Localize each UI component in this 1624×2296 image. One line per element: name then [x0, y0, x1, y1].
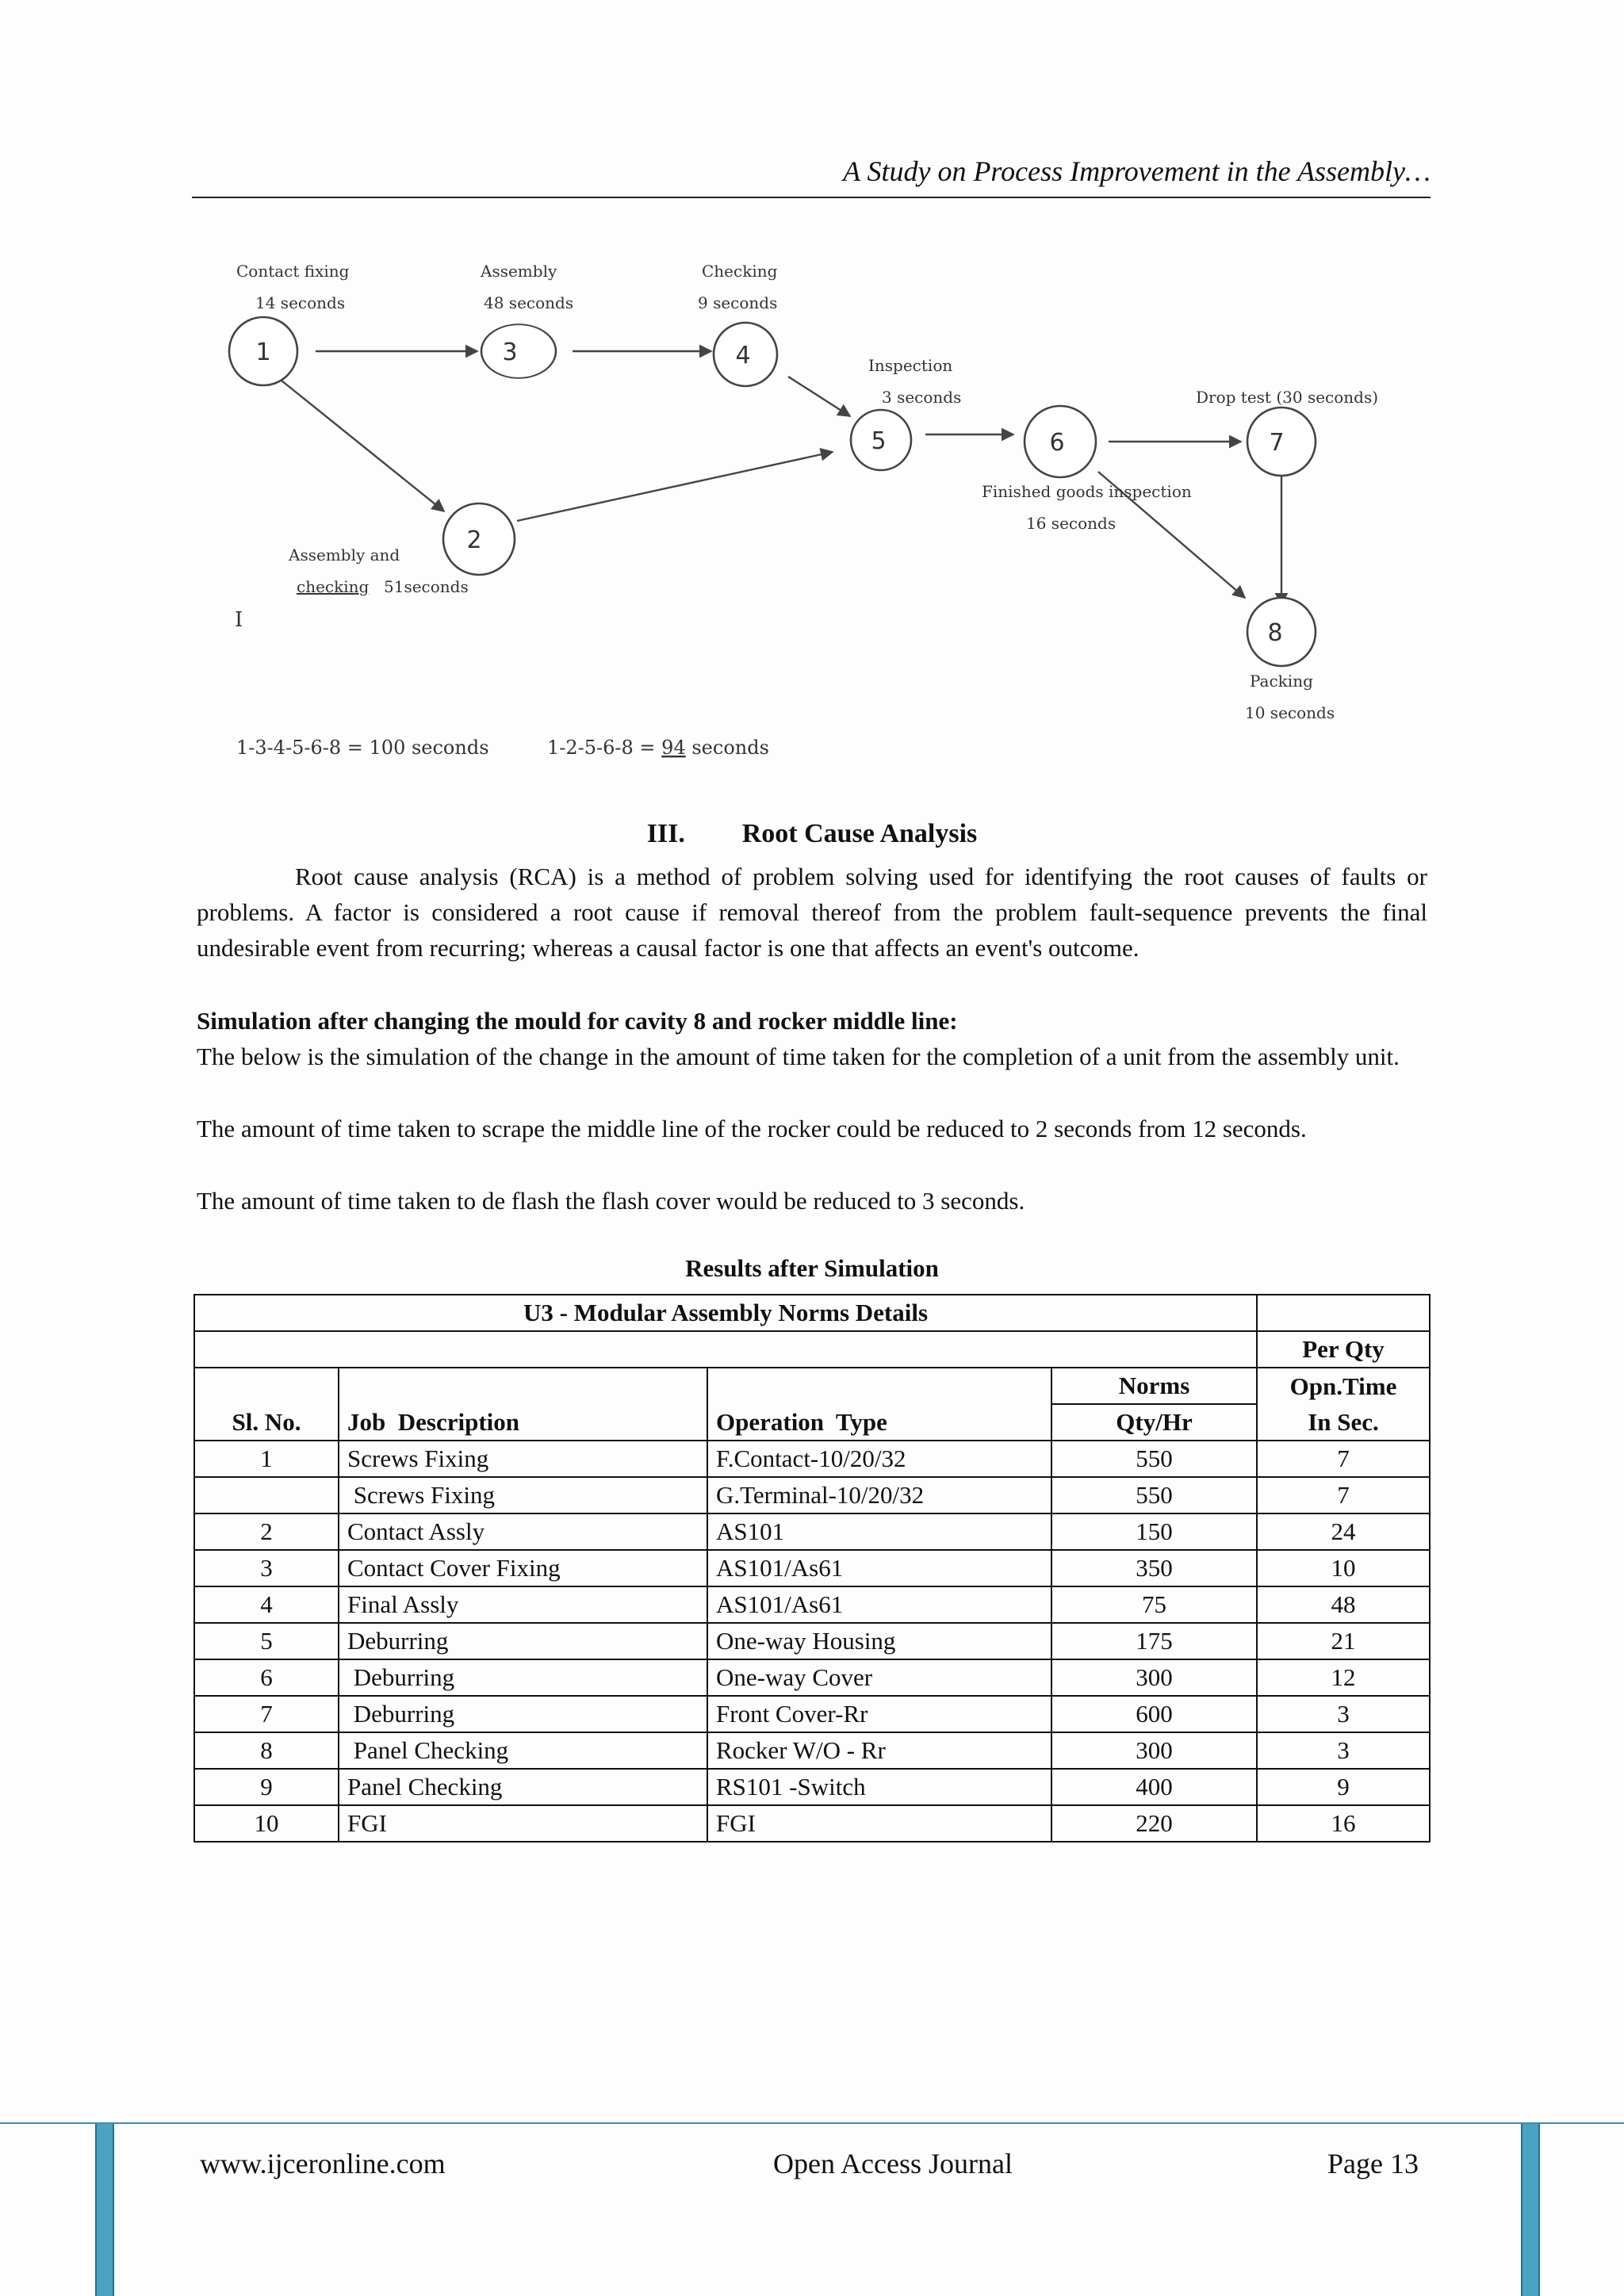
cell-sl-no: 4: [194, 1586, 339, 1623]
cell-sl-no: 3: [194, 1550, 339, 1586]
cell-in-sec: 9: [1257, 1769, 1430, 1805]
cell-in-sec: 24: [1257, 1513, 1430, 1550]
cell-job-description: Final Assly: [339, 1586, 707, 1623]
simulation-paragraph-2: The amount of time taken to scrape the middle line of the rocker could be reduced to 2 seconds from 12 seconds.: [197, 1115, 1307, 1142]
label-drop-test: Drop test (30 seconds): [1196, 388, 1379, 407]
cell-job-description: Deburring: [339, 1659, 707, 1696]
label-assembly-time: 48 seconds: [484, 293, 574, 312]
cell-qty-hr: 600: [1051, 1696, 1257, 1732]
table-row: [194, 1477, 1430, 1513]
cell-job-description: Deburring: [339, 1696, 707, 1732]
simulation-paragraph-1: The below is the simulation of the change in the amount of time taken for the completion of a unit from the assembly unit.: [197, 1043, 1400, 1070]
cell-qty-hr: 300: [1051, 1659, 1257, 1696]
header-sl-no: Sl. No.: [194, 1404, 339, 1441]
svg-text:7: 7: [1269, 429, 1285, 457]
label-checking: Checking: [702, 262, 778, 281]
cell-sl-no: 7: [194, 1696, 339, 1732]
cell-qty-hr: 350: [1051, 1550, 1257, 1586]
label-assembly-and: Assembly and: [289, 545, 400, 564]
cell-operation-type: FGI: [707, 1805, 1051, 1842]
process-flow-diagram: [0, 0, 1624, 777]
cell-job-description: Contact Cover Fixing: [339, 1550, 707, 1586]
header-job-description: Job Description: [339, 1404, 707, 1441]
svg-text:8: 8: [1267, 619, 1283, 647]
cell-sl-no: 5: [194, 1623, 339, 1659]
cell-in-sec: 48: [1257, 1586, 1430, 1623]
svg-text:2: 2: [466, 526, 482, 554]
cell-qty-hr: 400: [1051, 1769, 1257, 1805]
cell-qty-hr: 550: [1051, 1441, 1257, 1477]
path-summary-1: 1-3-4-5-6-8 = 100 seconds: [236, 737, 489, 759]
header-blank: [194, 1331, 1257, 1368]
table-row: [194, 1805, 1430, 1842]
table-row: [194, 1441, 1430, 1477]
label-checking-word: checking: [297, 577, 370, 596]
label-inspection: Inspection: [868, 356, 953, 375]
cell-sl-no: 6: [194, 1659, 339, 1696]
table-row: [194, 1586, 1430, 1623]
cell-job-description: Contact Assly: [339, 1513, 707, 1550]
section-number: III.: [646, 819, 685, 848]
node-6: [1025, 406, 1096, 477]
cell-in-sec: 7: [1257, 1477, 1430, 1513]
cell-qty-hr: 300: [1051, 1732, 1257, 1769]
cell-operation-type: Front Cover-Rr: [707, 1696, 1051, 1732]
label-checking-time: 9 seconds: [698, 293, 778, 312]
cell-job-description: Screws Fixing: [339, 1477, 707, 1513]
cell-sl-no: 1: [194, 1441, 339, 1477]
header-norms: Norms: [1051, 1368, 1257, 1404]
cell-job-description: Panel Checking: [339, 1769, 707, 1805]
node-4: [714, 323, 777, 386]
cell-operation-type: One-way Housing: [707, 1623, 1051, 1659]
svg-text:6: 6: [1049, 429, 1065, 457]
label-contact-fixing: Contact fixing: [236, 262, 350, 281]
section-heading: [0, 819, 1624, 849]
table-title-blank: [1257, 1295, 1430, 1331]
cell-job-description: Screws Fixing: [339, 1441, 707, 1477]
table-row: [194, 1550, 1430, 1586]
header-opn-time: Opn.Time: [1257, 1368, 1430, 1404]
node-7: [1247, 408, 1316, 476]
cell-qty-hr: 550: [1051, 1477, 1257, 1513]
footer-page-number: Page 13: [1327, 2148, 1419, 2179]
header-qty-hr: Qty/Hr: [1051, 1404, 1257, 1441]
table-row: [194, 1696, 1430, 1732]
label-finished-goods: Finished goods inspection: [982, 482, 1192, 501]
svg-text:1: 1: [255, 339, 271, 366]
cell-job-description: FGI: [339, 1805, 707, 1842]
norms-table: [193, 1294, 1431, 1843]
cell-operation-type: Rocker W/O - Rr: [707, 1732, 1051, 1769]
node-2: [443, 503, 515, 575]
table-row: [194, 1513, 1430, 1550]
cell-qty-hr: 150: [1051, 1513, 1257, 1550]
table-caption: Results after Simulation: [685, 1254, 939, 1282]
label-packing: Packing: [1250, 672, 1313, 691]
cell-operation-type: One-way Cover: [707, 1659, 1051, 1696]
cell-in-sec: 3: [1257, 1696, 1430, 1732]
cell-sl-no: 9: [194, 1769, 339, 1805]
table-header-row-1: [194, 1331, 1430, 1368]
cell-qty-hr: 75: [1051, 1586, 1257, 1623]
table-header-row-3: [194, 1404, 1430, 1441]
node-3: [481, 324, 556, 378]
cell-operation-type: AS101/As61: [707, 1550, 1051, 1586]
footer-journal: Open Access Journal: [773, 2148, 1013, 2179]
edge-1-2: [282, 381, 444, 511]
simulation-heading: Simulation after changing the mould for cavity 8 and rocker middle line:: [197, 1007, 958, 1035]
node-8: [1247, 598, 1316, 666]
cell-job-description: Panel Checking: [339, 1732, 707, 1769]
cell-operation-type: AS101: [707, 1513, 1051, 1550]
footer-rule: [0, 2122, 1624, 2124]
cell-operation-type: G.Terminal-10/20/32: [707, 1477, 1051, 1513]
cell-in-sec: 21: [1257, 1623, 1430, 1659]
header-in-sec: In Sec.: [1257, 1404, 1430, 1441]
edge-4-5: [788, 377, 850, 416]
label-finished-goods-time: 16 seconds: [1026, 514, 1116, 533]
node-1: [229, 317, 297, 385]
cell-operation-type: AS101/As61: [707, 1586, 1051, 1623]
table-row: [194, 1732, 1430, 1769]
cell-in-sec: 16: [1257, 1805, 1430, 1842]
svg-text:3: 3: [502, 339, 518, 366]
cell-in-sec: 3: [1257, 1732, 1430, 1769]
running-title: A Study on Process Improvement in the Assembly…: [843, 155, 1431, 187]
stray-mark: I: [235, 608, 243, 632]
cell-in-sec: 7: [1257, 1441, 1430, 1477]
edge-2-5: [517, 452, 833, 521]
cell-sl-no: 8: [194, 1732, 339, 1769]
label-packing-time: 10 seconds: [1245, 703, 1335, 722]
svg-text:4: 4: [735, 342, 751, 369]
simulation-paragraph-3: The amount of time taken to de flash the flash cover would be reduced to 3 seconds.: [197, 1187, 1025, 1215]
table-row: [194, 1623, 1430, 1659]
svg-text:5: 5: [871, 427, 887, 455]
label-inspection-time: 3 seconds: [882, 388, 962, 407]
label-assembly: Assembly: [481, 262, 557, 281]
header-operation-type: Operation Type: [707, 1404, 1051, 1441]
cell-operation-type: F.Contact-10/20/32: [707, 1441, 1051, 1477]
header-per-qty: Per Qty: [1257, 1331, 1430, 1368]
table-title-row: [194, 1295, 1430, 1331]
cell-qty-hr: 175: [1051, 1623, 1257, 1659]
section-title: Root Cause Analysis: [741, 819, 978, 848]
table-header-row-2: [194, 1368, 1430, 1404]
footer-website[interactable]: www.ijceronline.com: [200, 2148, 446, 2179]
cell-in-sec: 10: [1257, 1550, 1430, 1586]
cell-in-sec: 12: [1257, 1659, 1430, 1696]
table-row: [194, 1659, 1430, 1696]
cell-operation-type: RS101 -Switch: [707, 1769, 1051, 1805]
table-row: [194, 1769, 1430, 1805]
label-contact-fixing-time: 14 seconds: [255, 293, 346, 312]
cell-job-description: Deburring: [339, 1623, 707, 1659]
path-summary-2: 1-2-5-6-8 = 94 seconds: [547, 737, 769, 759]
cell-sl-no: 10: [194, 1805, 339, 1842]
cell-sl-no: 2: [194, 1513, 339, 1550]
rca-paragraph: Root cause analysis (RCA) is a method of problem solving used for identifying the root causes of faults or problems. A factor is considered a root cause if removal thereof from the problem fault-sequence prevents the final undesirable event from recurring; whereas a causal factor is one that affects an event's outcome.: [197, 863, 1427, 962]
node-5: [851, 410, 911, 470]
cell-qty-hr: 220: [1051, 1805, 1257, 1842]
cell-sl-no: [194, 1477, 339, 1513]
table-title: U3 - Modular Assembly Norms Details: [194, 1295, 1257, 1331]
label-assembly-checking-time: 51seconds: [384, 577, 469, 596]
